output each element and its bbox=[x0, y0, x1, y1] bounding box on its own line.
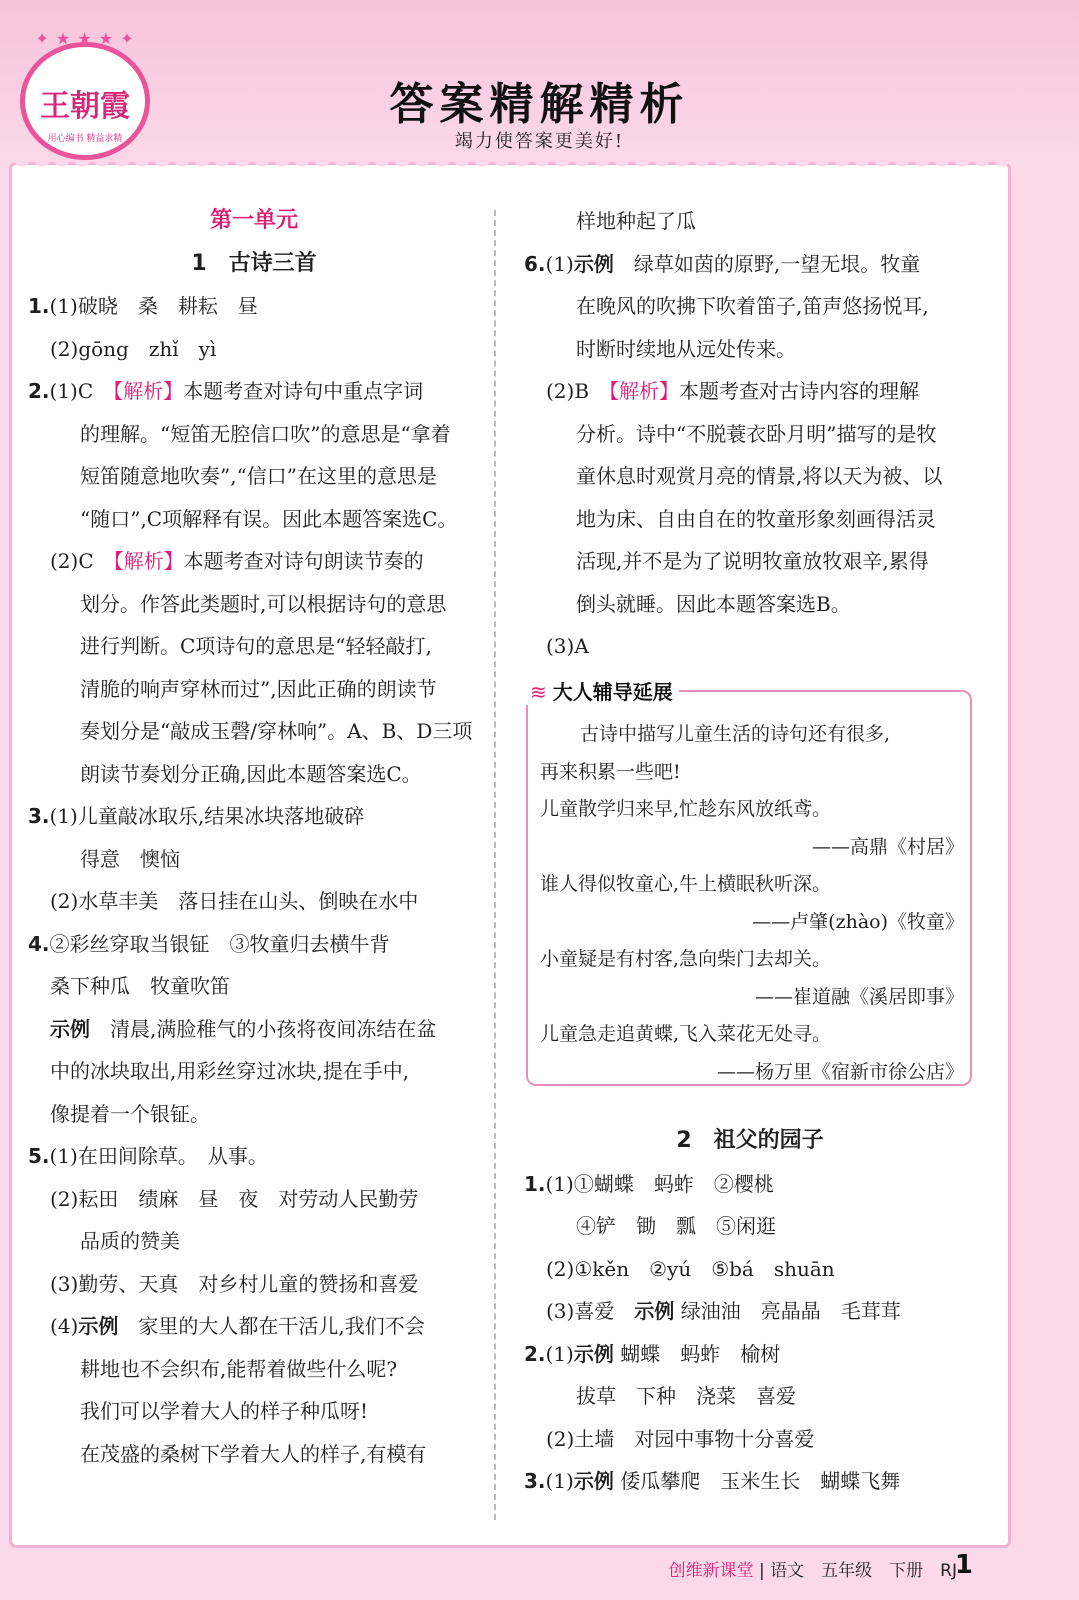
answer-line: 时断时续地从远处传来。 bbox=[576, 336, 796, 361]
answer-text: 绿草如茵的原野,一望无垠。牧童 bbox=[613, 251, 921, 276]
page-header bbox=[0, 0, 1079, 170]
answer-line bbox=[524, 243, 976, 286]
sample-label: 示例 bbox=[573, 1469, 614, 1493]
answer-line: 我们可以学着大人的样子种瓜呀! bbox=[80, 1399, 369, 1423]
sample-label: 示例 bbox=[50, 1016, 90, 1041]
analysis-tag: 【解析】 bbox=[609, 379, 680, 403]
answer-line: 活现,并不是为了说明牧童放牧艰辛,累得 bbox=[576, 549, 929, 573]
sample-label: 示例 bbox=[573, 1341, 614, 1366]
analysis-tag: 【解析】 bbox=[113, 379, 184, 403]
question-number: 2. bbox=[28, 379, 50, 403]
answer-line: 地为床、自由自在的牧童形象刻画得活灵 bbox=[576, 506, 936, 531]
answer-line bbox=[524, 1163, 976, 1206]
poem-line: 儿童散学归来早,忙趁东风放纸鸢。 bbox=[540, 798, 832, 820]
left-column bbox=[28, 200, 480, 1475]
answer-line: (2)gōng zhǐ yì bbox=[50, 336, 217, 361]
sample-label: 示例 bbox=[78, 1314, 119, 1338]
answer-text: (3)喜爱 bbox=[546, 1299, 635, 1323]
answer-line: 清脆的响声穿林而过”,因此正确的朗读节 bbox=[80, 676, 437, 701]
answer-text: (1)破晓 桑 耕耘 昼 bbox=[49, 294, 258, 318]
answer-text: (1)C bbox=[49, 379, 114, 403]
answer-line bbox=[524, 1333, 976, 1376]
answer-line: 耕地也不会织布,能帮着做些什么呢? bbox=[80, 1356, 398, 1381]
answer-line bbox=[28, 795, 480, 838]
footer-brand: 创维新课堂 bbox=[668, 1561, 754, 1581]
answer-line bbox=[28, 540, 480, 583]
poem-source: ——崔道融《溪居即事》 bbox=[754, 985, 964, 1008]
answer-line: “随口”,C项解释有误。因此本题答案选C。 bbox=[80, 506, 458, 531]
answer-line bbox=[28, 1008, 480, 1051]
answer-text: (1)①蝴蝶 蚂蚱 ②樱桃 bbox=[545, 1171, 774, 1196]
extension-box-title bbox=[526, 676, 679, 705]
answer-text: 蝴蝶 蚂蚱 榆树 bbox=[613, 1341, 781, 1366]
answer-line: 倒头就睡。因此本题答案选B。 bbox=[576, 591, 851, 616]
page-subtitle: 竭力使答案更美好! bbox=[454, 131, 625, 152]
answer-text: (1) bbox=[545, 1341, 574, 1366]
answer-line: 桑下种瓜 牧童吹笛 bbox=[50, 974, 230, 998]
answer-text: 清晨,满脸稚气的小孩将夜间冻结在盆 bbox=[90, 1016, 437, 1041]
question-number: 4. bbox=[28, 931, 50, 956]
sample-label: 示例 bbox=[573, 251, 614, 276]
answer-text: ②彩丝穿取当银钲 ③牧童归去横牛背 bbox=[49, 931, 390, 956]
footer-info bbox=[669, 1556, 957, 1581]
right-column bbox=[524, 200, 976, 668]
answer-line: 短笛随意地吹奏”,“信口”在这里的意思是 bbox=[80, 464, 438, 488]
column-divider bbox=[494, 210, 496, 1520]
unit-heading: 第一单元 bbox=[209, 208, 298, 233]
answer-line: (3)勤劳、天真 对乡村儿童的赞扬和喜爱 bbox=[50, 1271, 419, 1296]
answer-text: (1)儿童敲冰取乐,结果冰块落地破碎 bbox=[49, 804, 365, 828]
extension-content bbox=[540, 716, 964, 1091]
extension-line: 古诗中描写儿童生活的诗句还有很多, bbox=[580, 723, 891, 745]
answer-line bbox=[524, 1460, 976, 1503]
page-number: 1 bbox=[954, 1550, 973, 1580]
answer-line: (2)水草丰美 落日挂在山头、倒映在水中 bbox=[50, 889, 419, 913]
lesson-heading: 1 古诗三首 bbox=[191, 250, 317, 276]
question-number: 2. bbox=[524, 1341, 546, 1366]
analysis-tag: 【解析】 bbox=[113, 549, 184, 573]
wavy-border bbox=[12, 160, 1008, 172]
answer-line bbox=[524, 1290, 976, 1333]
answer-line: 中的冰块取出,用彩丝穿过冰块,提在手中, bbox=[50, 1059, 410, 1083]
question-number: 1. bbox=[28, 294, 50, 318]
wave-icon: ≋ bbox=[530, 680, 547, 704]
answer-line: (3)A bbox=[546, 634, 589, 658]
page-footer bbox=[0, 1548, 1079, 1588]
answer-line: 品质的赞美 bbox=[80, 1229, 180, 1253]
answer-line bbox=[28, 923, 480, 966]
page-title: 答案精解精析 bbox=[389, 79, 690, 130]
answer-line bbox=[28, 1135, 480, 1178]
answer-text: (2)C bbox=[50, 549, 114, 573]
answer-line: 分析。诗中“不脱蓑衣卧月明”描写的是牧 bbox=[576, 421, 937, 446]
answer-text: 本题考查对诗句中重点字词 bbox=[183, 379, 424, 403]
extension-title-text: 大人辅导延展 bbox=[552, 680, 673, 704]
poem-source: ——高鼎《村居》 bbox=[811, 835, 964, 858]
answer-line: 拔草 下种 浇菜 喜爱 bbox=[576, 1384, 796, 1408]
answer-line: 奏划分是“敲成玉磬/穿林响”。A、B、D三项 bbox=[80, 719, 473, 743]
answer-text: (4) bbox=[50, 1314, 79, 1338]
answer-line: 得意 懊恼 bbox=[80, 846, 180, 871]
footer-meta: | 语文 五年级 下册 RJ bbox=[753, 1561, 957, 1581]
answer-text: 本题考查对诗句朗读节奏的 bbox=[183, 549, 424, 573]
poem-source: ——卢肇(zhào)《牧童》 bbox=[752, 910, 964, 933]
logo-slogan: 用心编书 精益求精 bbox=[47, 134, 123, 144]
logo-name: 王朝霞 bbox=[40, 89, 130, 124]
answer-line: (2)①kěn ②yú ⑤bá shuān bbox=[546, 1256, 835, 1281]
answer-line: 划分。作答此类题时,可以根据诗句的意思 bbox=[80, 591, 447, 616]
question-number: 3. bbox=[524, 1469, 546, 1493]
answer-text: 家里的大人都在干活儿,我们不会 bbox=[118, 1314, 425, 1338]
answer-line: 进行判断。C项诗句的意思是“轻轻敲打, bbox=[80, 634, 432, 658]
answer-text: (2)B bbox=[546, 379, 610, 403]
poem-line: 小童疑是有村客,急向柴门去却关。 bbox=[540, 948, 832, 970]
question-number: 6. bbox=[524, 251, 546, 276]
answer-line bbox=[28, 1305, 480, 1348]
poem-source: ——杨万里《宿新市徐公店》 bbox=[716, 1060, 964, 1083]
answer-text: 绿油油 亮晶晶 毛茸茸 bbox=[674, 1299, 901, 1323]
lesson2-section bbox=[524, 1120, 976, 1503]
answer-line: 的理解。“短笛无腔信口吹”的意思是“拿着 bbox=[80, 421, 451, 446]
answer-text: (1) bbox=[545, 251, 574, 276]
answer-line bbox=[524, 370, 976, 413]
answer-line: 在晚风的吹拂下吹着笛子,笛声悠扬悦耳, bbox=[576, 294, 929, 318]
answer-line: (2)耘田 绩麻 昼 夜 对劳动人民勤劳 bbox=[50, 1186, 419, 1211]
question-number: 3. bbox=[28, 804, 50, 828]
answer-line bbox=[28, 370, 480, 413]
poem-line: 儿童急走追黄蝶,飞入菜花无处寻。 bbox=[540, 1023, 832, 1045]
answer-text: 本题考查对古诗内容的理解 bbox=[679, 379, 920, 403]
poem-line: 谁人得似牧童心,牛上横眠秋听深。 bbox=[540, 873, 832, 895]
answer-line: 样地种起了瓜 bbox=[576, 209, 696, 233]
answer-line: 朗读节奏划分正确,因此本题答案选C。 bbox=[80, 761, 422, 786]
logo-stars-icon: ✦ ★ ★ ★ ✦ bbox=[35, 29, 135, 48]
sample-label: 示例 bbox=[634, 1299, 675, 1323]
extension-line: 再来积累一些吧! bbox=[540, 760, 681, 783]
answer-text: (1) bbox=[545, 1469, 574, 1493]
question-number: 1. bbox=[524, 1171, 546, 1196]
answer-line: 像提着一个银钲。 bbox=[50, 1101, 210, 1126]
lesson-heading: 2 祖父的园子 bbox=[676, 1128, 824, 1153]
answer-line: 童休息时观赏月亮的情景,将以天为被、以 bbox=[576, 464, 943, 488]
answer-line: ④铲 锄 瓢 ⑤闲逛 bbox=[576, 1214, 776, 1238]
answer-line: (2)土墙 对园中事物十分喜爱 bbox=[546, 1426, 815, 1451]
answer-line: 在茂盛的桑树下学着大人的样子,有模有 bbox=[80, 1441, 427, 1466]
answer-text: (1)在田间除草。 从事。 bbox=[49, 1144, 268, 1168]
answer-line bbox=[28, 285, 480, 328]
answer-text: 倭瓜攀爬 玉米生长 蝴蝶飞舞 bbox=[613, 1469, 901, 1493]
question-number: 5. bbox=[28, 1144, 50, 1168]
